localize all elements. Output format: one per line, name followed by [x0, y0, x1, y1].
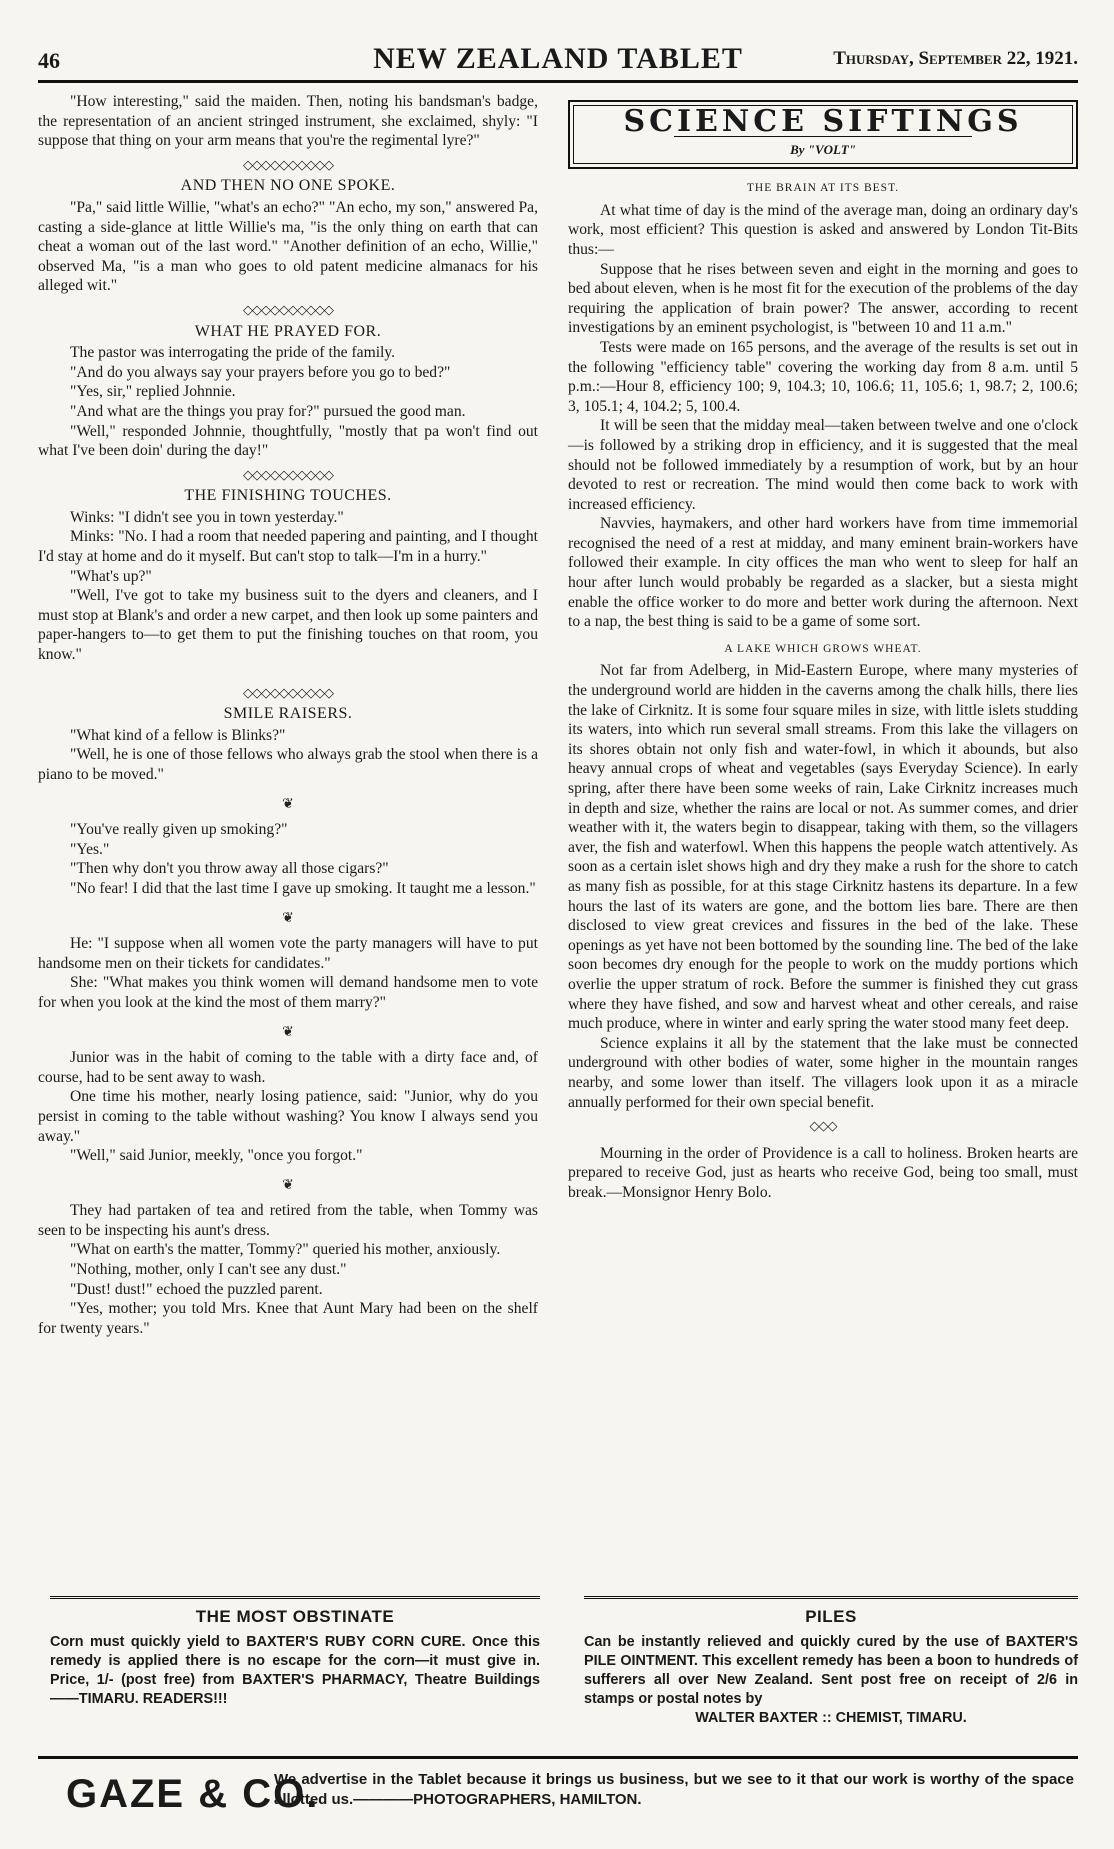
paragraph: "Yes, mother; you told Mrs. Knee that Aunt Mary had been on the shelf for twenty years." [38, 1300, 538, 1337]
paragraph: "Pa," said little Willie, "what's an echo?" "An echo, my son," answered Pa, casting a side-glance at little Willie's ma, "is the only thing on earth that can cheat a woman out of the last word." "Another definition of an echo, Willie," observed Ma, "is a man who goes to old patent medicine almanacs for his alleged wit." [38, 198, 538, 295]
paragraph: "What kind of a fellow is Blinks?" [70, 726, 286, 744]
paragraph: Junior was in the habit of coming to the table with a dirty face and, of course, had to be sent away to wash. [38, 1049, 538, 1086]
ad-signature: WALTER BAXTER :: CHEMIST, TIMARU. [695, 1710, 967, 1726]
ad-heading: THE MOST OBSTINATE [195, 1607, 395, 1626]
columns [38, 92, 1078, 1612]
footer-rule [38, 1756, 1078, 1759]
newspaper-page [38, 40, 1078, 1830]
paper-title: NEW ZEALAND TABLET [373, 42, 743, 75]
banner-title: SCIENCE SIFTINGS [623, 104, 1023, 139]
section-heading: AND THEN NO ONE SPOKE. [180, 177, 396, 195]
paragraph: "You've really given up smoking?" [70, 821, 288, 839]
left-column [38, 92, 538, 1338]
paragraph: Not far from Adelberg, in Mid-Eastern Europe, where many mysteries of the underground world are hidden in the caverns among the chalk hills, there lies the lake of Cirknitz. It is some four square miles in size, with little islets studding its waters, into which run several small streams. From this lake the villagers on its shores obtain not only fish and water-fowl, in which it abounds, but also heavy annual crops of wheat and vegetables (says Everyday Science). In early spring, after there have been some weeks of rain, Lake Cirknitz increases much in depth and size, whether the rains are local or not. As summer comes, and drier weather with it, the waters begin to disappear, taking with them, so the villagers aver, the fish and waterfowl. When this happens the people watch attentively. As soon as a certain islet shows high and dry they make a rush for the shore to catch as many fish as possible, for at this stage Cirknitz hastens its departure. In a few hours the last of its waters are gone, and the bottom lies bare. There are then disclosed to view great crevices and fissures in the bed of the lake. These openings as yet have not been bottomed by the sounding line. The bed of the lake soon becomes dry enough for the people to work on the muddy portions which overlie the upper stratum of rock. Before the summer is finished they cut grass where they have fished, and sow and harvest wheat and other cereals, and raise much produce, where in winter and early spring the water stood many feet deep. [568, 662, 1078, 1033]
intro-paragraph: "How interesting," said the maiden. Then, noting his bandsman's badge, the representation of an ancient stringed instrument, she exclaimed, shyly: "I suppose that thing on your arm means that you're the regimental lyre?" [38, 93, 538, 150]
paragraph: Navvies, haymakers, and other hard workers have from time immemorial recognised the need of a rest at midday, and many eminent brain-workers have followed their example. In city offices the man who went to sleep for half an hour after lunch would probably be regarded as a slacker, but a siesta might enable the office worker to do more and better work during the afternoon. Next to a nap, the best thing is said to be a game of some sort. [568, 515, 1078, 631]
paragraph: It will be seen that the midday meal—taken between twelve and one o'clock—is followed by a striking drop in efficiency, and it is suggested that the meal should not be followed immediately by a resumption of work, but by an hour devoted to rest or recreation. The mind would then come back to work with increased efficiency. [568, 417, 1078, 513]
paragraph: One time his mother, nearly losing patience, said: "Junior, why do you persist in coming to the table without washing? You know I always send you away." [38, 1088, 538, 1145]
fleuron-divider: ❦ [282, 910, 294, 926]
paragraph: "What's up?" [70, 567, 152, 585]
ornament-divider: ◇◇◇◇◇◇◇◇◇◇ [243, 466, 333, 482]
paragraph: He: "I suppose when all women vote the party managers will have to put handsome men on their tickets for candidates." [38, 935, 538, 972]
paragraph: They had partaken of tea and retired from the table, when Tommy was seen to be inspecting his aunt's dress. [38, 1202, 538, 1239]
paragraph: "Well, he is one of those fellows who always grab the stool when there is a piano to be moved." [38, 746, 538, 783]
paragraph: "Well, I've got to take my business suit to the dyers and cleaners, and I must stop at Blank's and order a new carpet, and then look up some painters and paper-hangers to—to get them to put the finishing touches on that room, you know." [38, 587, 538, 664]
paragraph: Suppose that he rises between seven and eight in the morning and goes to bed about eleven, when is he most fit for the execution of the problems of the day requiring the application of brain power? The answer, according to recent investigations by an eminent psychologist, is "between 10 and 11 a.m." [568, 260, 1078, 337]
article-heading: THE BRAIN AT ITS BEST. [746, 182, 900, 195]
paragraph: At what time of day is the mind of the average man, doing an ordinary day's work, most efficient? This question is asked and answered by London Tit-Bits thus:— [568, 201, 1078, 258]
paragraph: "Yes." [70, 840, 110, 858]
fleuron-divider: ❦ [282, 1024, 294, 1040]
paragraph: "Well," said Junior, meekly, "once you forgot." [70, 1147, 363, 1165]
ad-body: Can be instantly relieved and quickly cured by the use of BAXTER'S PILE OINTMENT. This excellent remedy has been a boon to hundreds of sufferers all over New Zealand. Sent post free on receipt of 2/6 in stamps or postal notes by [584, 1634, 1078, 1707]
page-number: 46 [38, 48, 60, 73]
fleuron-divider: ❦ [282, 1177, 294, 1193]
section-heading: SMILE RAISERS. [223, 705, 353, 723]
paragraph: The pastor was interrogating the pride of the family. [70, 344, 396, 362]
masthead [38, 40, 1078, 76]
ornament-divider: ◇◇◇ [809, 1118, 837, 1134]
ornament-divider: ◇◇◇◇◇◇◇◇◇◇ [243, 301, 333, 317]
banner-byline: By "VOLT" [674, 136, 972, 160]
quote-paragraph: Mourning in the order of Providence is a call to holiness. Broken hearts are prepared to receive God, just as hearts who receive God, being too small, must break.—Monsignor Henry Bolo. [568, 1144, 1078, 1201]
paragraph: Science explains it all by the statement that the lake must be connected underground with other bodies of water, some higher in the mountain ranges nearby, and some lower than itself. The villagers look upon it as a miracle annually performed for their own special benefit. [568, 1034, 1078, 1111]
ornament-divider: ◇◇◇◇◇◇◇◇◇◇ [243, 684, 333, 700]
ad-heading: PILES [805, 1607, 857, 1626]
paragraph: "No fear! I did that the last time I gave up smoking. It taught me a lesson." [70, 879, 536, 897]
science-siftings-banner [568, 100, 1078, 169]
pile-ointment-ad [584, 1596, 1078, 1728]
gaze-co-logo: GAZE & CO. [66, 1772, 320, 1816]
ornament-divider: ◇◇◇◇◇◇◇◇◇◇ [243, 156, 333, 172]
paragraph: "And what are the things you pray for?" pursued the good man. [70, 402, 466, 420]
corn-cure-ad [50, 1596, 540, 1709]
paragraph: "Then why don't you throw away all those cigars?" [70, 860, 389, 878]
paragraph: "Nothing, mother, only I can't see any dust." [70, 1261, 347, 1279]
paragraph: She: "What makes you think women will demand handsome men to vote for when you look at the kind the most of them marry?" [38, 974, 538, 1011]
footer-ad [38, 1766, 1078, 1830]
paragraph: "And do you always say your prayers before you go to bed?" [70, 363, 451, 381]
masthead-rule [38, 80, 1078, 83]
paragraph: "Well," responded Johnnie, thoughtfully, "mostly that pa won't find out what I've been doin' during the day!" [38, 422, 538, 460]
section-heading: THE FINISHING TOUCHES. [184, 487, 392, 505]
article-heading: A LAKE WHICH GROWS WHEAT. [724, 642, 922, 655]
paragraph: "Yes, sir," replied Johnnie. [70, 383, 236, 401]
fleuron-divider: ❦ [282, 796, 294, 812]
paragraph: Minks: "No. I had a room that needed papering and painting, and I thought I'd stay at home and do it myself. But can't stop to talk—I'm in a hurry." [38, 528, 538, 566]
footer-text: We advertise in the Tablet because it brings us business, but we see to it that our work is worthy of the space allotted us.————PHOTOGRAPHERS, HAMILTON. [274, 1771, 1074, 1808]
ad-body: Corn must quickly yield to BAXTER'S RUBY CORN CURE. Once this remedy is applied there is no escape for the corn—it must give in. Price, 1/- (post free) from BAXTER'S PHARMACY, Theatre Buildings——TIMARU. READERS!!! [50, 1634, 540, 1707]
paragraph: Tests were made on 165 persons, and the average of the results is set out in the following "efficiency table" covering the working day from 8 a.m. until 5 p.m.:—Hour 8, efficiency 100; 9, 104.3; 10, 106.6; 11, 105.6; 1, 98.7; 2, 100.6; 3, 105.1; 4, 104.2; 5, 100.4. [568, 338, 1078, 415]
paragraph: Winks: "I didn't see you in town yesterday." [70, 508, 344, 526]
paragraph: "What on earth's the matter, Tommy?" queried his mother, anxiously. [70, 1241, 501, 1259]
section-heading: WHAT HE PRAYED FOR. [194, 322, 382, 340]
issue-date: Thursday, September 22, 1921. [833, 48, 1078, 69]
right-column [568, 92, 1078, 1202]
paragraph: "Dust! dust!" echoed the puzzled parent. [70, 1280, 323, 1298]
